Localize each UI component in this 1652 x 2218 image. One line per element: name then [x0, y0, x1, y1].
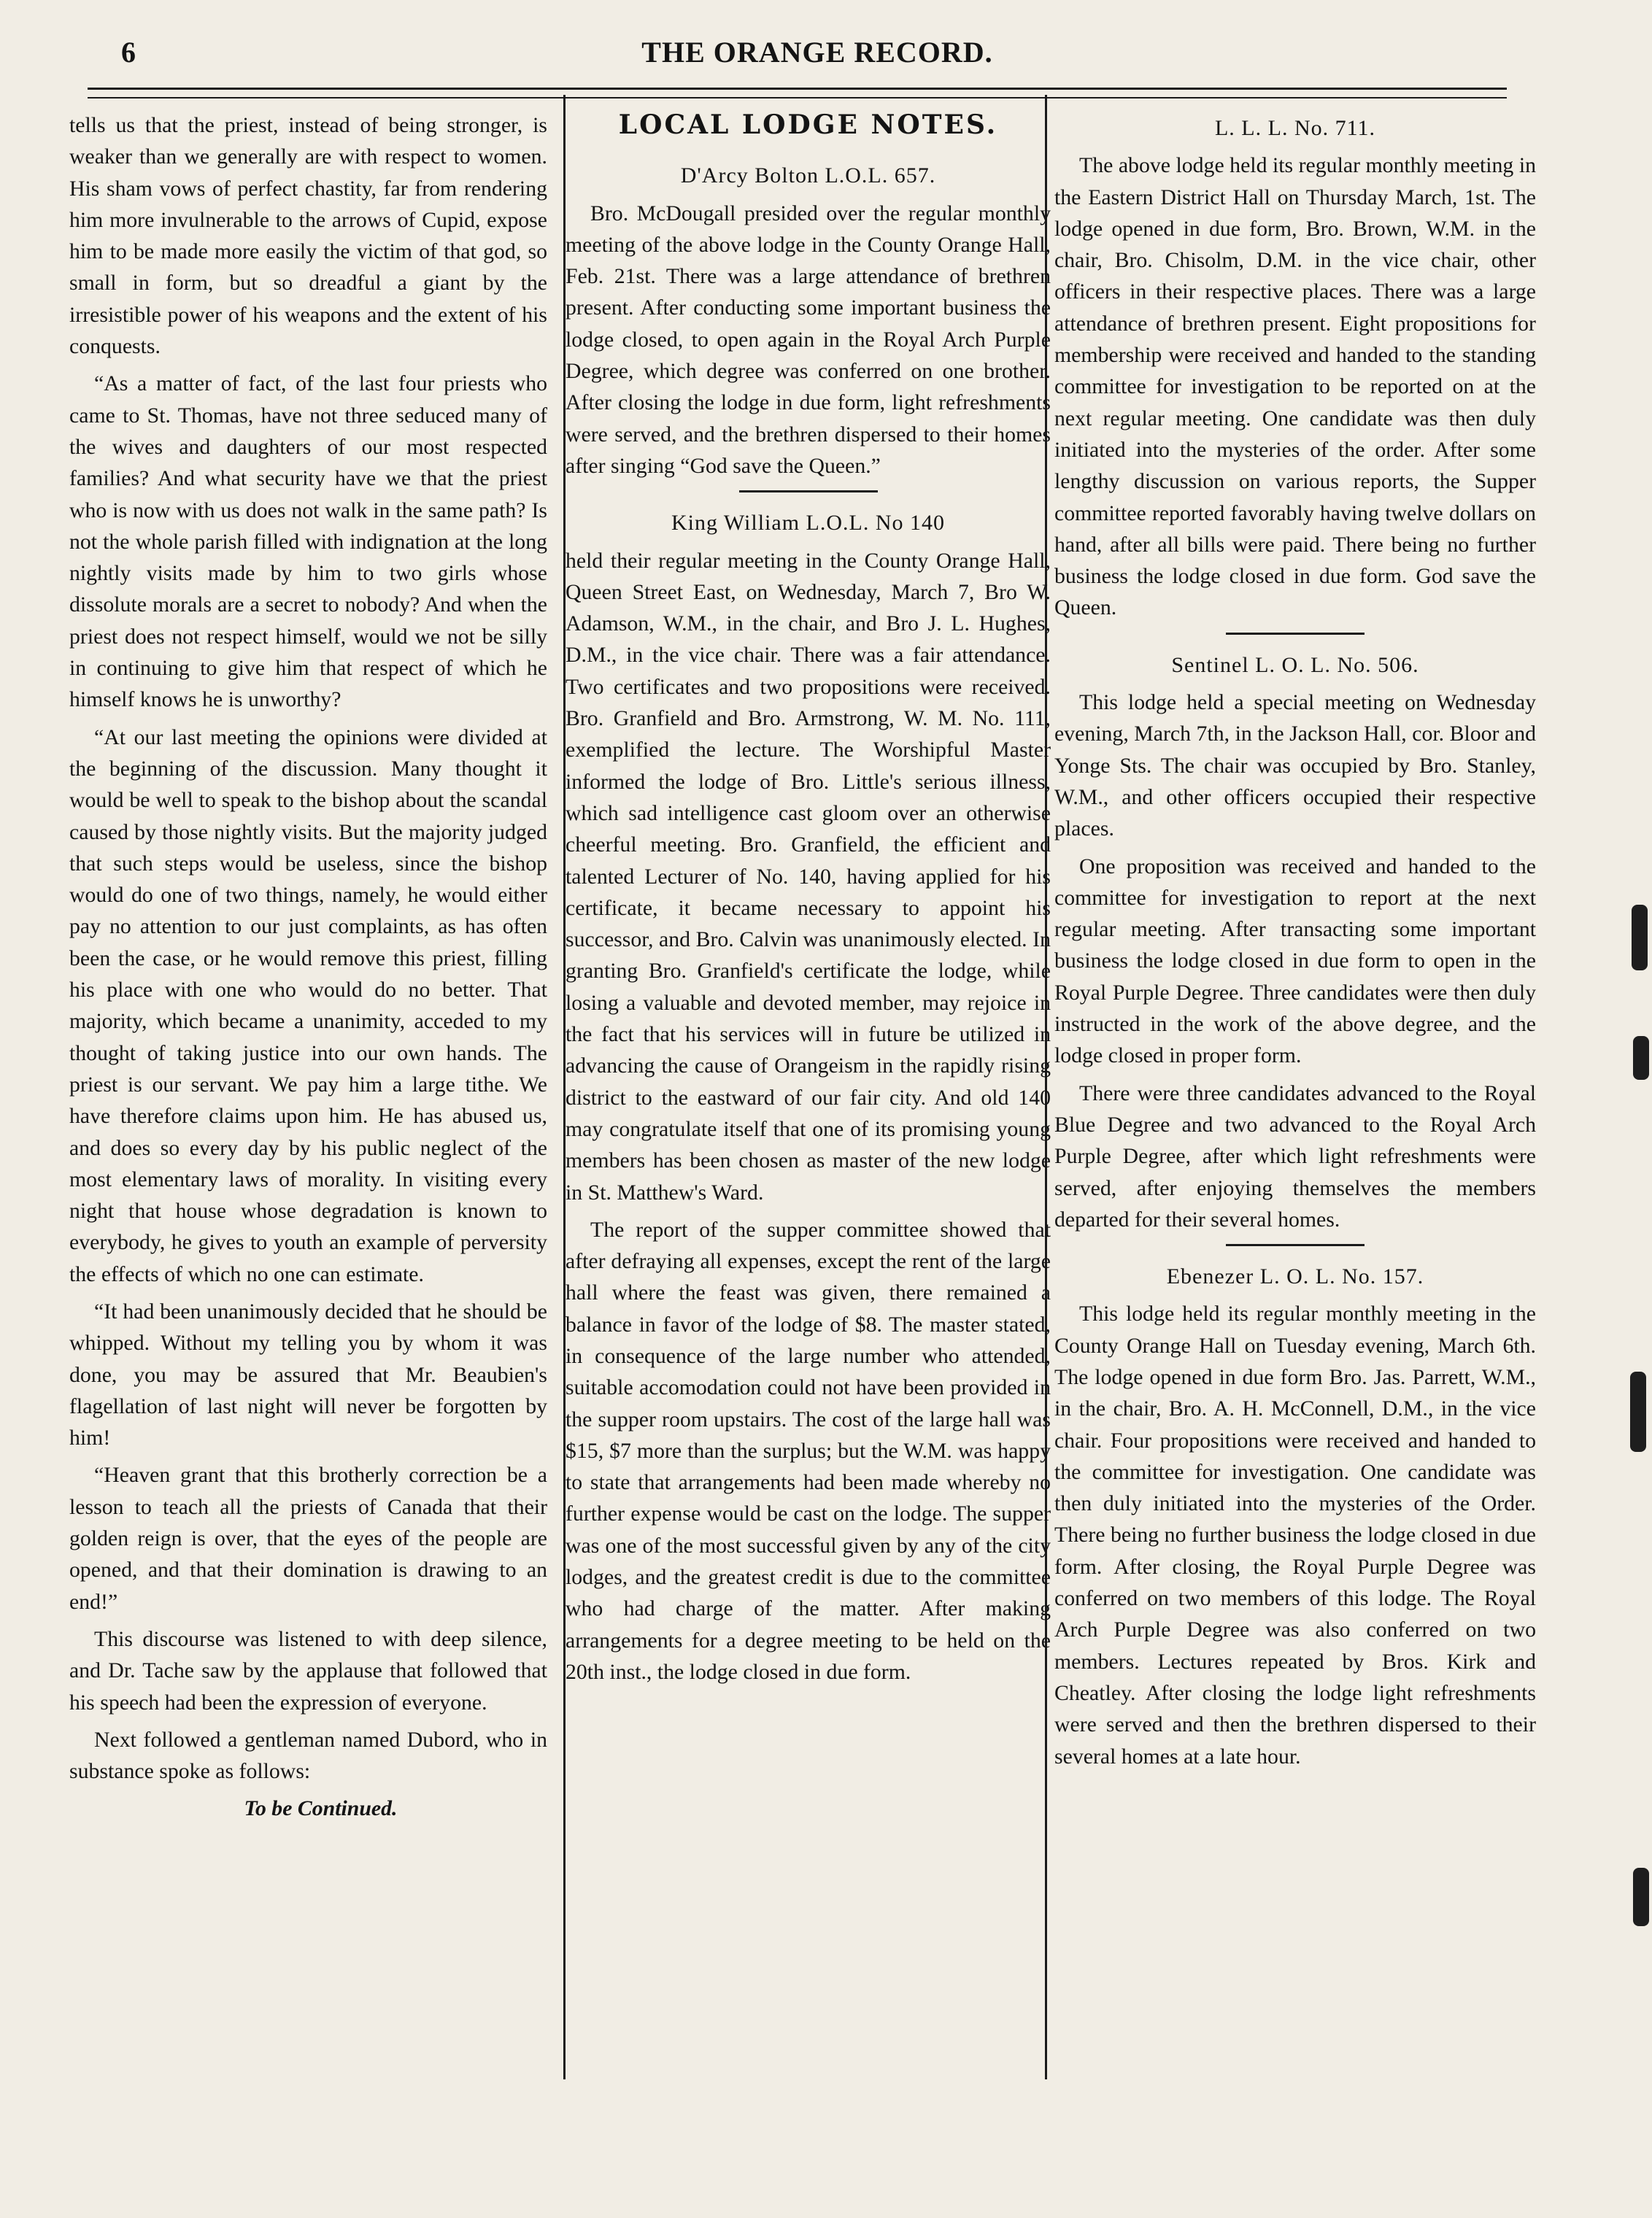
column-1: [69, 109, 547, 1831]
paragraph: “At our last meeting the opinions were divided at the beginning of the discussion. Many thought it would be well to speak to the bishop about the scandal caused by those nightly visits. But the majority judged that such steps would be useless, since the bishop would do one of two things, namely, he would either pay no attention to our just complaints, as has often been the case, or he would remove this priest, filling his place with one who would do no better. That majority, which became a unanimity, acceded to my thought of taking justice into our own hands. The priest is our servant. We pay him a large tithe. We have therefore claims upon him. He has abused us, and does so every day by his public neglect of the most elementary laws of morality. In visiting every night that house whose degradation is known to everybody, he gives to youth an example of perversity the effects of which no one can estimate.: [69, 724, 547, 1286]
edge-mark: [1632, 905, 1648, 970]
paragraph: Bro. McDougall presided over the regular monthly meeting of the above lodge in the County Orange Hall, Feb. 21st. There was a large attendance of brethren present. After conducting some important business the lodge closed, to open again in the Royal Arch Purple Degree, which degree was conferred on one brother. After closing the lodge in due form, light refreshments were served, and the brethren dispersed to their homes after singing “God save the Queen.”: [566, 201, 1051, 478]
paragraph: One proposition was received and handed to the committee for investigation to report at the next regular meeting. After transacting some important business the lodge closed in due form to open in the Royal Purple Degree. Three candidates were then duly instructed in the work of the above degree, and the lodge closed in proper form.: [1054, 854, 1536, 1068]
lodge-heading: Sentinel L. O. L. No. 506.: [1171, 652, 1419, 677]
paragraph: Next followed a gentleman named Dubord, who in substance spoke as follows:: [69, 1727, 547, 1784]
paragraph: This lodge held its regular monthly meeting in the County Orange Hall on Tuesday evening, March 6th. The lodge opened in due form Bro. Jas. Parrett, W.M., in the chair, Bro. A. H. McConnell, D.M., in the vice chair. Four propositions were received and handed to the committee for investigation. One candidate was then duly initiated into the mysteries of the Order. There being no further business the lodge closed in due form. After closing, the Royal Purple Degree was conferred on two members of this lodge. The Royal Arch Purple Degree was also conferred on two members. Lectures repeated by Bros. Kirk and Cheatley. After closing the lodge light refreshments were served and then the brethren dispersed to their several homes at a late hour.: [1054, 1302, 1536, 1769]
paragraph: “It had been unanimously decided that he should be whipped. Without my telling you by whom it was done, you may be assured that Mr. Beaubien's flagellation of last night will never be forgotten by him!: [69, 1299, 547, 1450]
lodge-heading: L. L. L. No. 711.: [1214, 116, 1376, 140]
lodge-heading: Ebenezer L. O. L. No. 157.: [1166, 1264, 1424, 1289]
section-divider: [1226, 633, 1365, 635]
column-2: [566, 109, 1051, 1693]
paragraph: This lodge held a special meeting on Wednesday evening, March 7th, in the Jackson Hall, cor. Bloor and Yonge Sts. The chair was occupied by Bro. Stanley, W.M., and other officers occupied their respective places.: [1054, 690, 1536, 841]
section-title: LOCAL LODGE NOTES.: [618, 109, 998, 140]
paper-title: THE ORANGE RECORD.: [641, 36, 993, 69]
section-divider: [739, 490, 878, 492]
paragraph: tells us that the priest, instead of being stronger, is weaker than we generally are with respect to women. His sham vows of perfect chastity, far from rendering him more invulnerable to the arrows of Cupid, expose him to be made more easily the victim of that god, so small in form, but so dreadful a giant by the irresistible power of his weapons and the extent of his conquests.: [69, 113, 547, 359]
edge-mark: [1633, 1036, 1649, 1080]
paragraph: The above lodge held its regular monthly meeting in the Eastern District Hall on Thursday March, 1st. The lodge opened in due form, Bro. Brown, W.M. in the chair, Bro. Chisolm, D.M. in the vice chair, other officers in their respective places. There was a large attendance of brethren present. Eight propositions for membership were received and handed to the standing committee for investigation to be reported on at the next regular meeting. One candidate was then duly initiated into the mysteries of the order. After some lengthy discussion on various reports, the Supper committee reported favorably having twelve dollars on hand, after all bills were paid. There being no further business the lodge closed in due form. God save the Queen.: [1054, 153, 1536, 620]
paragraph: held their regular meeting in the County Orange Hall, Queen Street East, on Wednesday, March 7, Bro W. Adamson, W.M., in the chair, and Bro J. L. Hughes, D.M., in the vice chair. There was a fair attendance. Two certificates and two propositions were received. Bro. Granfield and Bro. Armstrong, W. M. No. 111, exemplified the lecture. The Worshipful Master informed the lodge of Bro. Little's serious illness, which sad intelligence cast gloom over an otherwise cheerful meeting. Bro. Granfield, the efficient and talented Lecturer of No. 140, having applied for his certificate, it became necessary to appoint his successor, and Bro. Calvin was unanimously elected. In granting Bro. Granfield's certificate the lodge, while losing a valuable and devoted member, may rejoice in the fact that his services will in future be utilized in advancing the cause of Orangeism in the rapidly rising district to the eastward of our fair city. And old 140 may congratulate itself that one of its promising young members has been chosen as master of the new lodge in St. Matthew's Ward.: [566, 548, 1051, 1205]
paragraph: The report of the supper committee showed that after defraying all expenses, except the rent of the large hall where the feast was given, there remained a balance in favor of the lodge of $8. The master stated, in consequence of the large number who attended, suitable accomodation could not have been provided in the supper room upstairs. The cost of the large hall was $15, $7 more than the surplus; but the W.M. was happy to state that arrangements had been made whereby no further expense would be cast on the lodge. The supper was one of the most successful given by any of the city lodges, and the greatest credit is due to the committee who had charge of the matter. After making arrangements for a degree meeting to be held on the 20th inst., the lodge closed in due form.: [566, 1217, 1051, 1684]
lodge-heading: King William L.O.L. No 140: [671, 511, 946, 536]
header-rule: [88, 88, 1507, 98]
paragraph: “Heaven grant that this brotherly correction be a lesson to teach all the priests of Canada that their golden reign is over, that the eyes of the people are opened, and that their domination is drawing to an end!”: [69, 1463, 547, 1614]
paragraph: There were three candidates advanced to the Royal Blue Degree and two advanced to the Royal Arch Purple Degree, after which light refreshments were served, after enjoying themselves the members departed for their several homes.: [1054, 1081, 1536, 1232]
column-3: [1054, 109, 1536, 1778]
lodge-heading: D'Arcy Bolton L.O.L. 657.: [680, 163, 936, 188]
edge-mark: [1630, 1372, 1646, 1452]
section-divider: [1226, 1244, 1365, 1246]
page-number: 6: [121, 36, 136, 69]
edge-mark: [1633, 1868, 1649, 1926]
paragraph: “As a matter of fact, of the last four priests who came to St. Thomas, have not three seduced many of the wives and daughters of our most respected families? And what security have we that the priest who is now with us does not walk in the same path? Is not the whole parish filled with indignation at the long nightly visits made by him to two girls whose dissolute morals are a secret to nobody? And when the priest does not respect himself, would we not be silly in continuing to give him that respect of which he himself knows he is unworthy?: [69, 371, 547, 712]
to-be-continued: To be Continued.: [244, 1796, 398, 1821]
page-header: [80, 32, 1554, 76]
paragraph: This discourse was listened to with deep silence, and Dr. Tache saw by the applause that followed that his speech had been the expression of everyone.: [69, 1626, 547, 1715]
